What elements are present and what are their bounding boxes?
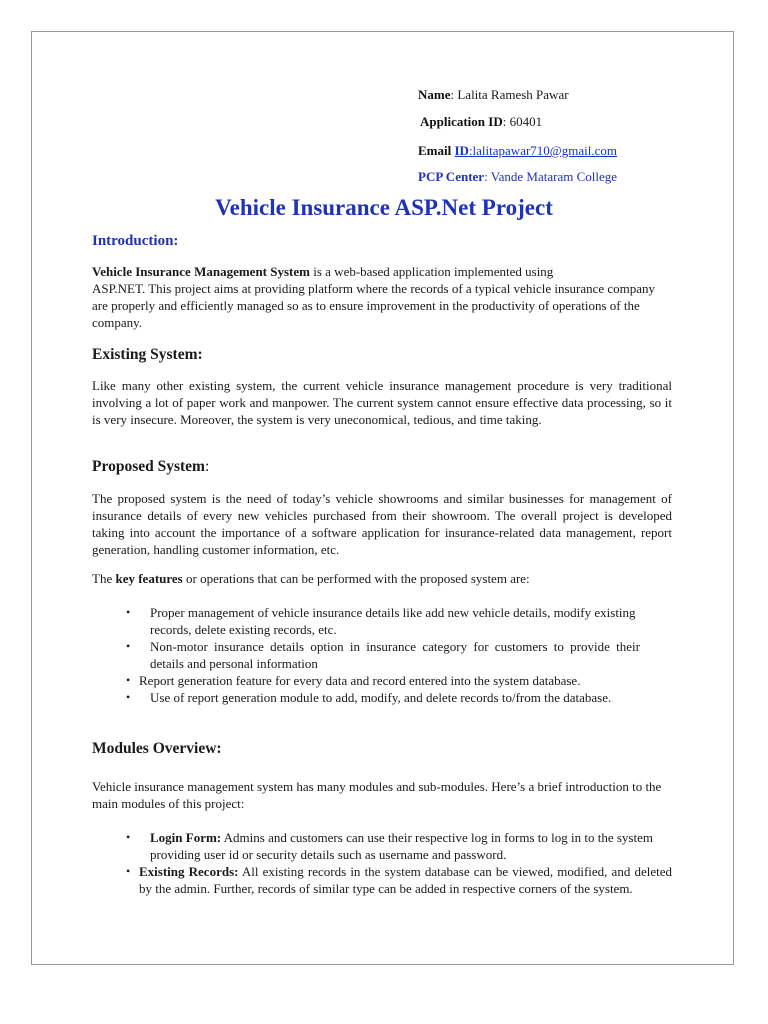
list-item [126, 638, 670, 672]
bullet-icon: • [126, 639, 131, 653]
bullet-icon: • [126, 605, 131, 619]
list-item [126, 863, 672, 897]
pcp-center-line [418, 168, 617, 185]
module-text-login-form: Admins and customers can use their respective log in forms to log in to the system providing user id or security details such as username and password. [150, 830, 653, 862]
key-features-intro [92, 570, 672, 587]
feature-text-2: Non-motor insurance details option in insurance category for customers to provide their details and personal information [150, 639, 640, 671]
introduction-heading: Introduction: [92, 233, 179, 249]
proposed-system-heading [92, 458, 209, 476]
module-title-existing-records: Existing Records: [139, 864, 239, 879]
modules-list [126, 829, 672, 897]
application-id-value: : 60401 [502, 114, 543, 129]
application-id-label: Application ID [420, 114, 503, 129]
list-item [126, 604, 670, 638]
aspnet-link[interactable]: ASP.NET [92, 281, 142, 296]
features-list [126, 604, 670, 723]
list-item [126, 829, 672, 863]
pcp-center-value: : Vande Mataram College [484, 169, 618, 184]
feature-text-4: Use of report generation module to add, modify, and delete records to/from the database. [150, 690, 612, 705]
email-id-label: ID [454, 143, 469, 158]
list-item [126, 689, 670, 723]
bullet-icon: • [126, 830, 131, 844]
feature-text-1: Proper management of vehicle insurance details like add new vehicle details, modify existing records, delete existing records, etc. [150, 605, 636, 637]
proposed-system-heading-colon: : [204, 458, 210, 475]
email-value: :lalitapawar710@gmail.com [468, 143, 618, 158]
existing-system-paragraph: Like many other existing system, the current vehicle insurance management procedure is very traditional involving a lot of paper work and manpower. The current system cannot ensure effective data processing, so it is very insecure. Moreover, the system is very uneconomical, tedious, and time taking. [92, 378, 672, 427]
document-title: Vehicle Insurance ASP.Net Project [215, 195, 553, 220]
feature-text-3: Report generation feature for every data and record entered into the system database. [139, 673, 581, 688]
module-title-login-form: Login Form: [150, 830, 222, 845]
key-features-post: or operations that can be performed with the proposed system are: [182, 571, 530, 586]
pcp-center-label: PCP Center [418, 169, 485, 184]
module-item-login-form [150, 829, 670, 863]
bullet-icon: • [126, 864, 131, 878]
module-text-existing-records: All existing records in the system database can be viewed, modified, and deleted by the admin. Further, records of similar type can be added in respective corners of the system. [139, 864, 672, 896]
introduction-bold-lead: Vehicle Insurance Management System [92, 264, 310, 279]
introduction-paragraph [92, 263, 672, 331]
bullet-icon: • [126, 690, 131, 704]
modules-overview-paragraph: Vehicle insurance management system has many modules and sub-modules. Here’s a brief introduction to the main modules of this project: [92, 779, 662, 811]
modules-overview-heading: Modules Overview: [92, 740, 222, 757]
email-link[interactable] [454, 143, 617, 158]
name-line [418, 86, 569, 103]
proposed-system-paragraph: The proposed system is the need of today’s vehicle showrooms and similar businesses for management of insurance details of every new vehicles purchased from their showroom. The overall project is developed taking into account the importance of a software application for insurance-related data management, report generation, handling customer information, etc. [92, 491, 672, 557]
bullet-icon: • [126, 673, 131, 687]
list-item [126, 672, 670, 689]
name-value: : Lalita Ramesh Pawar [450, 87, 569, 102]
introduction-text-2: . This project aims at providing platform where the records of a typical vehicle insurance company are properly and efficiently managed so as to ensure improvement in the productivity of operations of the company. [92, 281, 656, 330]
introduction-text-1: is a web-based application implemented using [309, 264, 554, 279]
module-item-existing-records [139, 863, 672, 897]
existing-system-heading: Existing System: [92, 346, 203, 363]
email-line [418, 142, 617, 159]
name-label: Name [418, 87, 451, 102]
key-features-pre: The [92, 571, 116, 586]
proposed-system-heading-text: Proposed System [92, 458, 205, 475]
application-id-line [420, 113, 542, 130]
email-label: Email [418, 143, 455, 158]
key-features-bold: key features [115, 571, 183, 586]
